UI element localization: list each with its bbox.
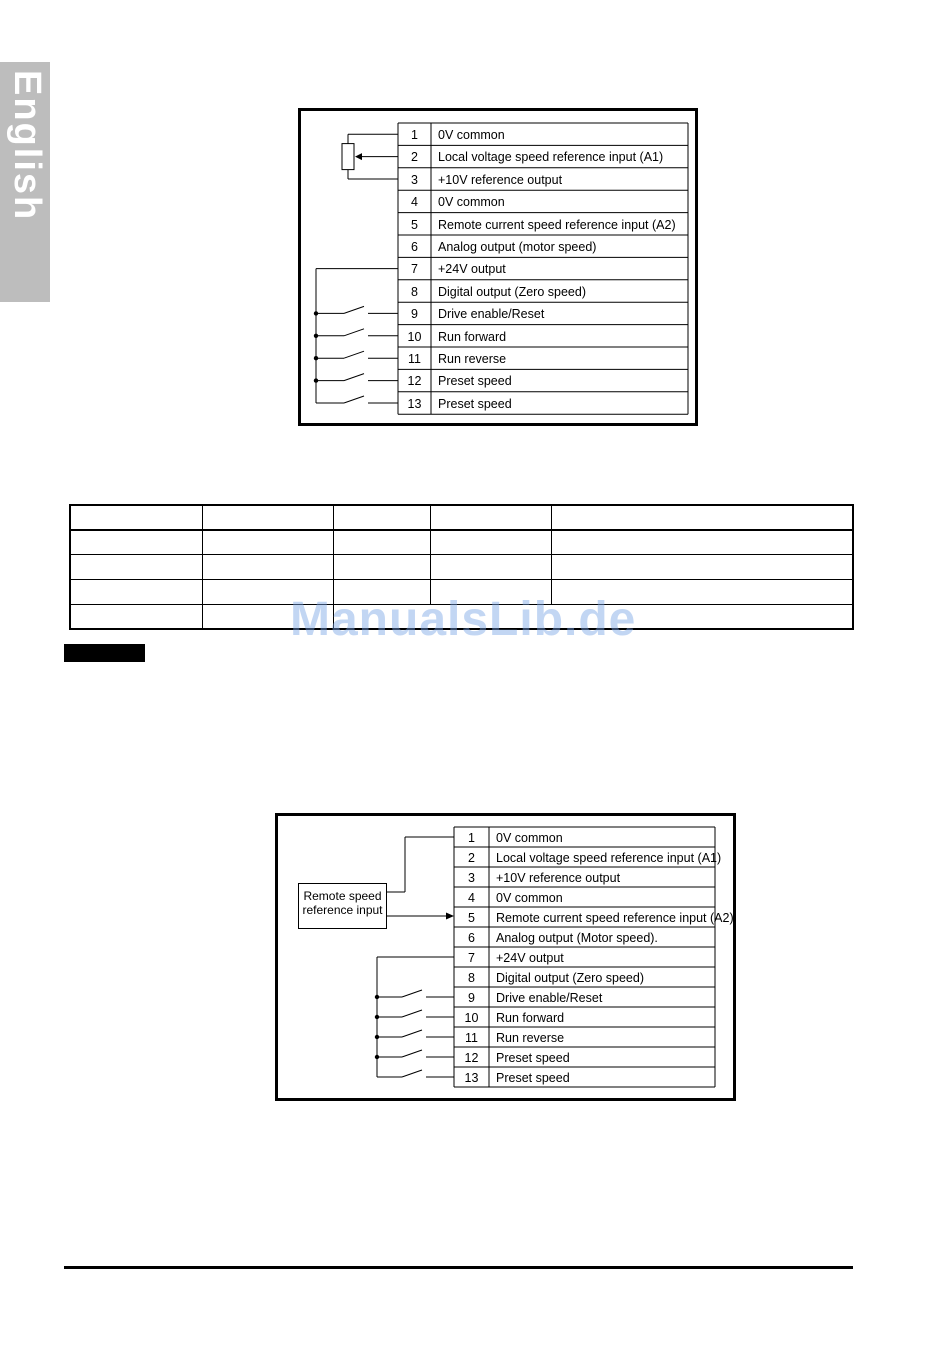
remote-box-line1: Remote speed: [303, 889, 382, 903]
d1-terminal-label: +10V reference output: [438, 172, 563, 187]
d2-terminal-number: 6: [468, 930, 475, 945]
d2-terminal-number: 5: [468, 910, 475, 925]
pot-wiper-arrow-icon: [355, 153, 362, 160]
d1-terminal-number: 10: [407, 329, 422, 344]
d1-terminal-label: 0V common: [438, 127, 505, 142]
d1-terminal-number: 1: [411, 127, 418, 142]
d1-terminal-label: Run forward: [438, 329, 507, 344]
d2-terminal-label: 0V common: [496, 830, 563, 845]
d1-terminal-number: 9: [411, 307, 418, 322]
switch-contact-icon: [402, 1010, 422, 1017]
note-marker: [64, 644, 145, 662]
remote-box-line2: reference input: [302, 903, 383, 917]
switch-contact-icon: [344, 396, 364, 403]
d1-terminal-number: 13: [407, 396, 422, 411]
table-row-rule: [71, 579, 852, 580]
language-tab-label: English: [6, 70, 48, 222]
d2-terminal-number: 11: [465, 1030, 478, 1045]
switch-contact-icon: [344, 374, 364, 381]
table-header-rule: [71, 529, 852, 531]
switch-contact-icon: [344, 351, 364, 358]
d1-terminal-label: Preset speed: [438, 374, 512, 389]
d1-terminal-number: 2: [411, 150, 418, 165]
d1-terminal-number: 6: [411, 239, 418, 254]
d1-terminal-number: 12: [407, 374, 422, 389]
d2-terminal-number: 8: [468, 970, 475, 985]
table-row-rule: [71, 554, 852, 555]
d2-terminal-number: 13: [464, 1070, 479, 1085]
switch-contact-icon: [344, 306, 364, 313]
d2-terminal-number: 9: [468, 990, 475, 1005]
d2-terminal-label: Digital output (Zero speed): [496, 970, 644, 985]
language-tab: [0, 62, 50, 302]
d1-terminal-number: 4: [411, 195, 418, 210]
d1-terminal-label: Local voltage speed reference input (A1): [438, 150, 664, 165]
d1-terminal-label: Preset speed: [438, 396, 512, 411]
d2-terminal-number: 3: [468, 870, 475, 885]
wiring-diagram-remote: [275, 813, 736, 1101]
d1-terminal-label: Drive enable/Reset: [438, 307, 545, 322]
d1-terminal-number: 3: [411, 172, 418, 187]
d1-terminal-number: 7: [411, 262, 418, 277]
footer-rule: [64, 1266, 853, 1269]
d2-terminal-label: 0V common: [496, 890, 563, 905]
table-col-rule: [551, 506, 552, 604]
d1-terminal-number: 8: [411, 284, 418, 299]
d2-terminal-number: 2: [468, 850, 475, 865]
d1-terminal-label: Remote current speed reference input (A2): [438, 217, 676, 232]
d1-terminal-label: Analog output (motor speed): [438, 239, 597, 254]
switch-contact-icon: [402, 1030, 422, 1037]
remote-arrow-icon: [446, 913, 454, 920]
d1-terminal-label: Run reverse: [438, 351, 507, 366]
d2-terminal-number: 4: [468, 890, 475, 905]
d2-terminal-label: Run reverse: [496, 1030, 565, 1045]
d1-terminal-number: 5: [411, 217, 418, 232]
d1-terminal-label: +24V output: [438, 262, 506, 277]
d2-terminal-label: Preset speed: [496, 1070, 570, 1085]
d1-terminal-number: 11: [408, 351, 421, 366]
d2-terminal-number: 12: [464, 1050, 479, 1065]
watermark: ManualsLib.de: [290, 593, 637, 646]
d2-terminal-label: +24V output: [496, 950, 564, 965]
d2-terminal-number: 1: [468, 830, 475, 845]
d2-terminal-number: 10: [464, 1010, 479, 1025]
wiring-diagram-local: [298, 108, 698, 426]
d2-terminal-label: Run forward: [496, 1010, 565, 1025]
switch-contact-icon: [402, 990, 422, 997]
d1-terminal-label: Digital output (Zero speed): [438, 284, 586, 299]
potentiometer-icon: [342, 144, 354, 170]
d2-terminal-label: Drive enable/Reset: [496, 990, 603, 1005]
switch-contact-icon: [344, 329, 364, 336]
switch-contact-icon: [402, 1070, 422, 1077]
switch-contact-icon: [402, 1050, 422, 1057]
remote-speed-reference-box: [298, 883, 387, 929]
d2-terminal-label: Local voltage speed reference input (A1): [496, 850, 722, 865]
table-col-rule: [202, 506, 203, 628]
d2-terminal-label: Analog output (Motor speed).: [496, 930, 658, 945]
d2-terminal-label: Preset speed: [496, 1050, 570, 1065]
table-col-rule: [430, 506, 431, 604]
d2-terminal-number: 7: [468, 950, 475, 965]
d2-terminal-label: Remote current speed reference input (A2): [496, 910, 734, 925]
d1-terminal-label: 0V common: [438, 195, 505, 210]
d2-terminal-label: +10V reference output: [496, 870, 621, 885]
